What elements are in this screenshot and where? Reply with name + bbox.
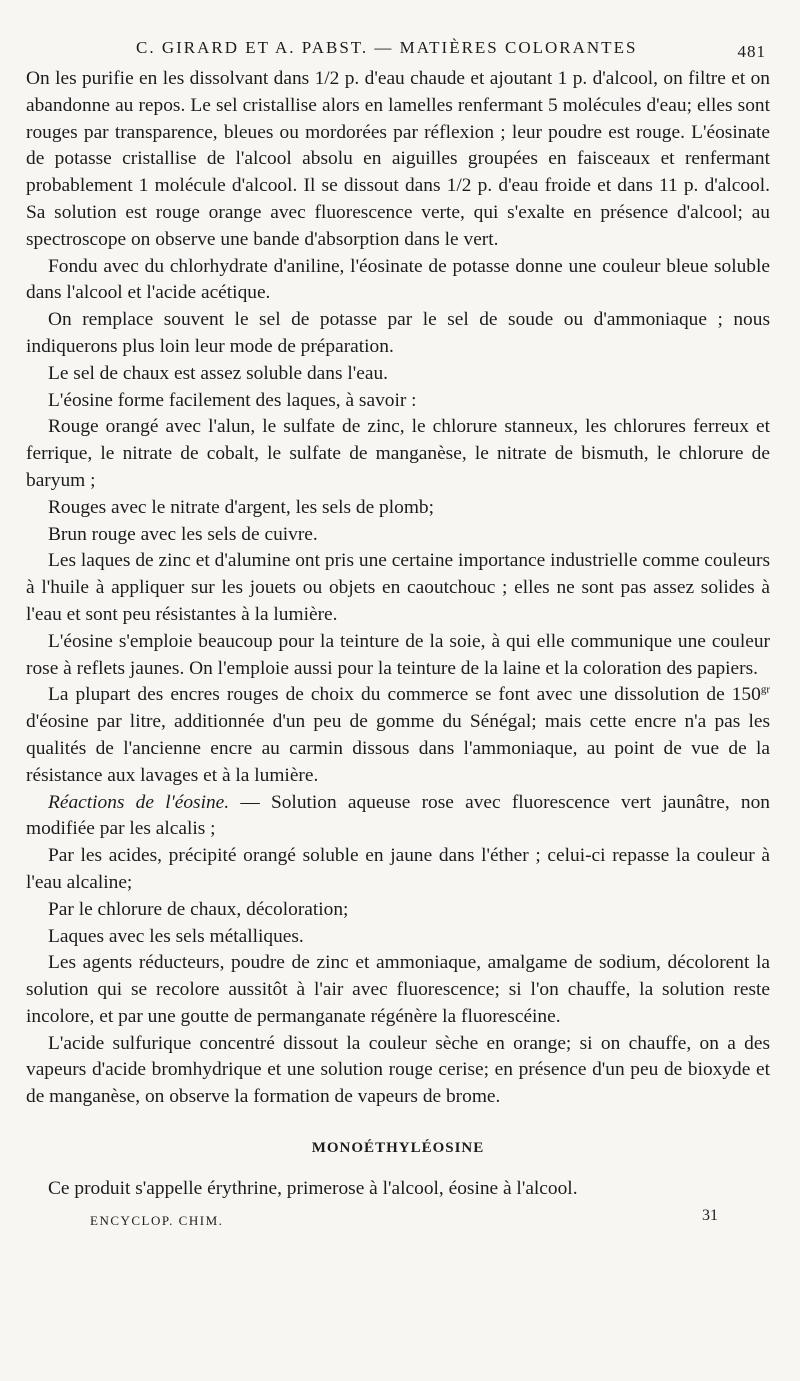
running-title: C. GIRARD ET A. PABST. — MATIÈRES COLORANTES: [136, 38, 638, 57]
footer-signature: ENCYCLOP. CHIM.: [90, 1212, 224, 1228]
paragraph: L'éosine forme facilement des laques, à savoir :: [48, 389, 417, 411]
text-run: d'éosine par litre, additionnée d'un peu de gomme du Sénégal; mais cette encre n'a pas les qualités de l'ancienne encre au carmin dissous dans l'ammoniaque, au point de vue de la résistance aux lavages et à la lumière.: [26, 711, 770, 786]
page-footer: [26, 1207, 770, 1237]
body-text: [26, 66, 770, 1203]
paragraph: [26, 682, 770, 789]
paragraph: [26, 790, 770, 844]
paragraph: L'éosine s'emploie beaucoup pour la teinture de la soie, à qui elle communique une couleur rose à reflets jaunes. On l'emploie aussi pour la teinture de la laine et la coloration des papiers.: [26, 630, 770, 679]
paragraph: Fondu avec du chlorhydrate d'aniline, l'éosinate de potasse donne une couleur bleue soluble dans l'alcool et l'acide acétique.: [26, 255, 770, 304]
page-number: 481: [737, 42, 766, 61]
paragraph: L'acide sulfurique concentré dissout la couleur sèche en orange; si on chauffe, on a des vapeurs d'acide bromhydrique et une solution rouge cerise; en présence d'un peu de bioxyde et de manganèse, on observe la formation de vapeurs de brome.: [26, 1032, 770, 1108]
paragraph: Rouges avec le nitrate d'argent, les sels de plomb;: [48, 496, 434, 518]
paragraph: Par les acides, précipité orangé soluble en jaune dans l'éther ; celui-ci repasse la couleur à l'eau alcaline;: [26, 845, 770, 893]
paragraph: Les laques de zinc et d'alumine ont pris une certaine importance industrielle comme couleurs à l'huile à appliquer sur les jouets ou objets en caoutchouc ; elles ne sont pas assez solides à l'eau et sont peu résistantes à la lumière.: [26, 550, 770, 625]
paragraph: Brun rouge avec les sels de cuivre.: [48, 523, 318, 545]
paragraph: Par le chlorure de chaux, décoloration;: [48, 898, 349, 920]
superscript-unit: gr: [760, 683, 770, 696]
paragraph: On les purifie en les dissolvant dans 1/2 p. d'eau chaude et ajoutant 1 p. d'alcool, on filtre et on abandonne au repos. Le sel cristallise alors en lamelles renfermant 5 molécules d'eau; elles sont rouges par transparence, bleues ou mordorées par réflexion ; leur poudre est rouge. L'éosinate de potasse cristallise de l'alcool absolu en aiguilles groupées en faisceaux et renfermant probablement 1 molécule d'alcool. Il se dissout dans 1/2 p. d'eau froide et dans 11 p. d'alcool. Sa solution est rouge orange avec fluorescence verte, qui s'exalte en présence d'alcool; au spectroscope on observe une bande d'absorption dans le vert.: [26, 68, 770, 250]
paragraph: Ce produit s'appelle érythrine, primerose à l'alcool, éosine à l'alcool.: [48, 1177, 578, 1199]
paragraph: Le sel de chaux est assez soluble dans l'eau.: [48, 362, 389, 384]
paragraph: Laques avec les sels métalliques.: [48, 925, 304, 947]
paragraph: On remplace souvent le sel de potasse par le sel de soude ou d'ammoniaque ; nous indiquerons plus loin leur mode de préparation.: [26, 309, 770, 357]
text-run: La plupart des encres rouges de choix du commerce se font avec une dissolution de 150: [48, 684, 761, 706]
section-title: MONOÉTHYLÉOSINE: [311, 1140, 485, 1157]
text-run: — Solution aqueuse rose avec fluorescence vert jaunâtre, non modifiée par les alcalis ;: [26, 791, 770, 840]
paragraph: Rouge orangé avec l'alun, le sulfate de zinc, le chlorure stanneux, les chlorures ferreux et ferrique, le nitrate de cobalt, le sulfate de manganèse, le nitrate de bismuth, le chlorure de baryum ;: [26, 416, 770, 491]
footer-signature-number: 31: [702, 1206, 718, 1224]
reactions-heading: Réactions de l'éosine.: [48, 791, 230, 813]
paragraph: Les agents réducteurs, poudre de zinc et ammoniaque, amalgame de sodium, décolorent la solution qui se recolore aussitôt à l'air avec fluorescence; si l'on chauffe, la solution reste incolore, et par une goutte de permanganate régénère la fluorescéine.: [26, 952, 770, 1027]
running-head: [26, 34, 770, 62]
